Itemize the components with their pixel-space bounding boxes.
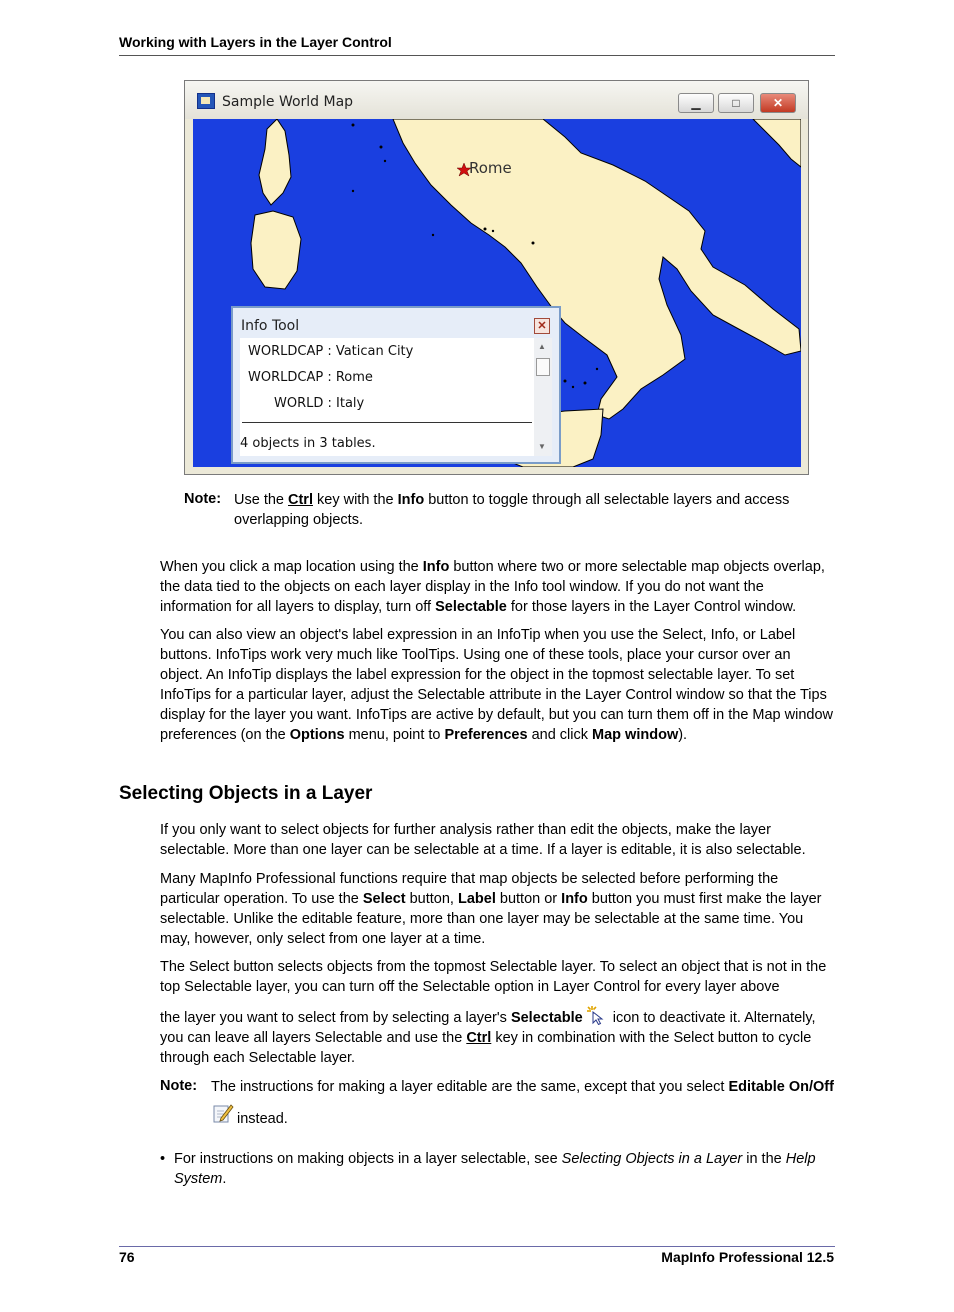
bullet-marker: • (160, 1151, 166, 1167)
note-2-instead: instead. (237, 1111, 288, 1127)
header-rule (119, 55, 835, 56)
editable-pencil-icon (212, 1102, 234, 1124)
help-topic-link[interactable]: Selecting Objects in a Layer (561, 1151, 743, 1167)
close-button[interactable]: ✕ (760, 93, 796, 113)
sardinia-island (251, 211, 301, 289)
product-name: MapInfo Professional 12.5 (661, 1249, 834, 1265)
balkan-coast (753, 119, 801, 167)
footer-rule (119, 1246, 835, 1247)
note-2-text: The instructions for making a layer editable are the same, except that you select Editable On/Off (211, 1079, 834, 1095)
info-tool-close-button[interactable]: ✕ (534, 318, 550, 334)
section-heading: Selecting Objects in a Layer (119, 783, 373, 804)
paragraph-infotips: You can also view an object's label expression in an InfoTip when you use the Select, Info, or Label buttons. InfoTips work very much like ToolTips. Using one of these tools, place your cursor over an object. An InfoTip displays the label expression for the object in the topmost selectable layer. To set InfoTips for a particular layer, adjust the Selectable attribute in the Layer Control window so that the Tips display for the layer you want. InfoTips are active by default, but you can turn them off in the Map window preferences (on the Options menu, point to Preferences and click Map window). (160, 627, 834, 743)
info-tool-scrollbar[interactable] (534, 338, 552, 456)
maximize-button[interactable]: □ (718, 93, 754, 113)
paragraph-info-overlap: When you click a map location using the Info button where two or more selectable map objects overlap, the data tied to the objects on each layer display in the Info tool window. If you do not want the information for all layers to display, turn off Selectable for those layers in the Layer Control window. (160, 559, 825, 615)
info-row-rome[interactable]: WORLDCAP : Rome (248, 370, 373, 385)
note-text: Use the Ctrl key with the Info button to toggle through all selectable layers and access overlapping objects. (234, 492, 790, 528)
paragraph-selectable-layer: If you only want to select objects for further analysis rather than edit the objects, make the layer selectable. More than one layer can be selectable at a time. If a layer is editable, it is also selectable. (160, 822, 806, 858)
info-tool-list (240, 338, 552, 456)
scroll-up-icon[interactable]: ▲ (538, 342, 546, 351)
info-tool-window (231, 306, 561, 464)
info-tool-status: 4 objects in 3 tables. (240, 436, 376, 451)
corsica-island (259, 119, 291, 205)
paragraph-select-button-rest: the layer you want to select from by selecting a layer's Selectable icon to deactivate it. Alternately, you can leave all layers Selectable and use the Ctrl key in combination with the Select button to cycle through each Selectable layer. (160, 1005, 836, 1068)
rome-map-label: Rome (469, 159, 512, 177)
info-tool-separator (242, 422, 532, 423)
window-title: Sample World Map (222, 94, 354, 110)
note-label: Note: (184, 491, 222, 507)
page-number: 76 (119, 1249, 135, 1265)
scroll-down-icon[interactable]: ▼ (538, 442, 546, 451)
sample-world-map-window (184, 80, 809, 475)
ctrl-key-2: Ctrl (466, 1030, 492, 1046)
info-row-vatican[interactable]: WORLDCAP : Vatican City (248, 344, 414, 359)
info-tool-title: Info Tool (241, 318, 300, 334)
bullet-help-reference: For instructions on making objects in a layer selectable, see Selecting Objects in a Layer in the Help System. (174, 1151, 816, 1187)
running-header: Working with Layers in the Layer Control (119, 34, 392, 50)
info-row-italy[interactable]: WORLD : Italy (274, 396, 365, 411)
selectable-pointer-icon (586, 1005, 606, 1025)
window-title-bar (185, 81, 808, 119)
paragraph-select-button-first: The Select button selects objects from the topmost Selectable layer. To select an object that is not in the top Selectable layer, you can turn off the Selectable option in Layer Control for every layer above (160, 959, 827, 995)
ctrl-key: Ctrl (288, 492, 313, 508)
map-window-icon (197, 93, 215, 109)
minimize-button[interactable]: ▁ (678, 93, 714, 113)
note-2-label: Note: (160, 1078, 198, 1094)
map-canvas[interactable] (193, 119, 801, 467)
paragraph-select-requirement: Many MapInfo Professional functions require that map objects be selected before performing the particular operation. To use the Select button, Label button or Info button you must first make the layer selectable. Unlike the editable feature, more than one layer may be selectable at the same time. You may, however, only select from one layer at a time. (160, 871, 822, 947)
scroll-thumb[interactable] (536, 358, 550, 376)
